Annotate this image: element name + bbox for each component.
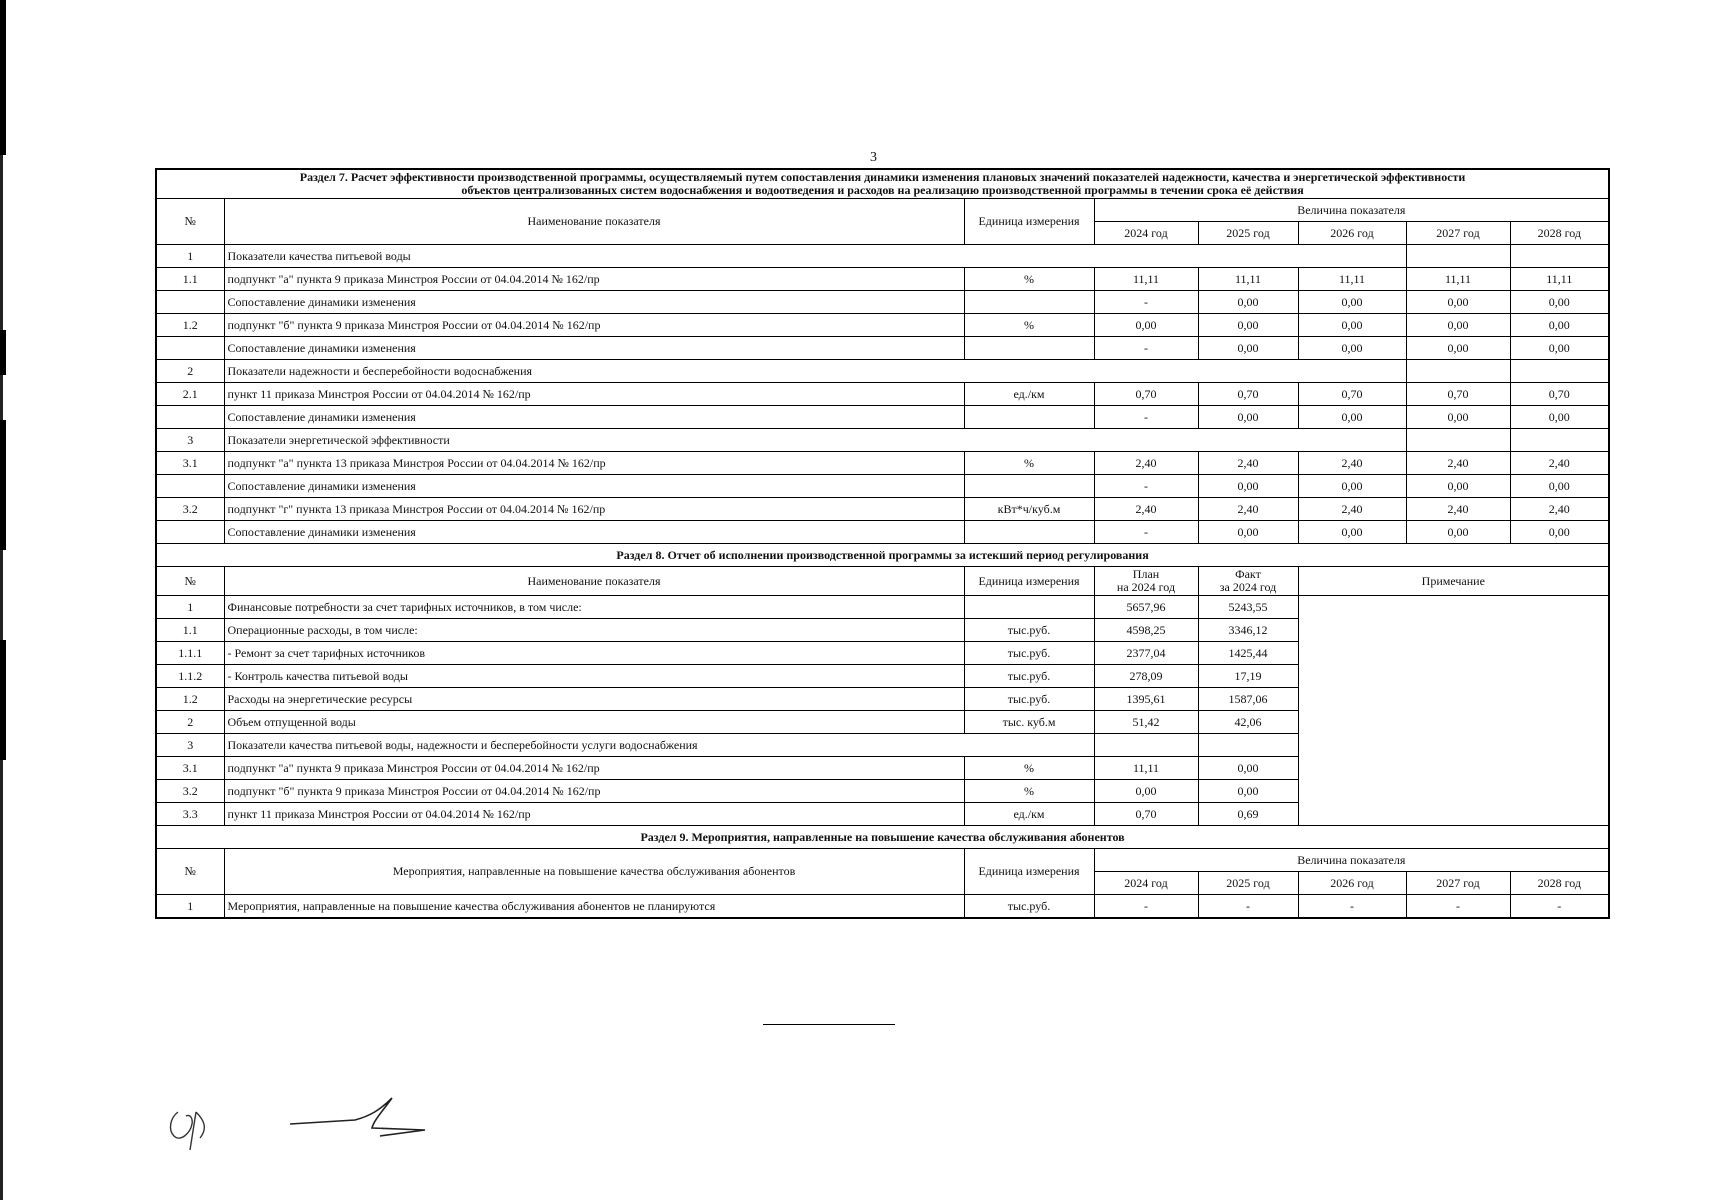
value-cell: 0,00 — [1298, 314, 1406, 337]
fact-value: 0,00 — [1198, 780, 1298, 803]
value-cell: 0,00 — [1198, 475, 1298, 498]
value-cell: 0,70 — [1298, 383, 1406, 406]
unit-cell — [964, 521, 1094, 544]
indicator-name: подпункт "а" пункта 13 приказа Минстроя России от 04.04.2014 № 162/пр — [224, 452, 964, 475]
col-value-header: Величина показателя — [1094, 199, 1609, 222]
value-cell: 0,70 — [1510, 383, 1609, 406]
value-cell: 0,00 — [1198, 521, 1298, 544]
measure-name: Мероприятия, направленные на повышение качества обслуживания абонентов не планируются — [224, 895, 964, 919]
value-cell: 0,00 — [1298, 406, 1406, 429]
table-row — [156, 337, 1609, 360]
value-cell: 0,00 — [1510, 291, 1609, 314]
value-cell: 2,40 — [1510, 498, 1609, 521]
scan-edge-mark — [0, 420, 6, 550]
value-cell: 0,00 — [1510, 521, 1609, 544]
row-number: 3.2 — [156, 780, 224, 803]
row-number: 1.1.2 — [156, 665, 224, 688]
fact-value: 0,69 — [1198, 803, 1298, 826]
col-num-header: № — [156, 849, 224, 895]
col-unit-header: Единица измерения — [964, 567, 1094, 596]
section8-title: Раздел 8. Отчет об исполнении производственной программы за истекший период регулирования — [156, 544, 1609, 567]
year-header: 2028 год — [1510, 872, 1609, 895]
page-number: 3 — [870, 150, 877, 165]
row-number: 2.1 — [156, 383, 224, 406]
unit-cell — [964, 337, 1094, 360]
row-number: 2 — [156, 711, 224, 734]
section7-header-row — [156, 199, 1609, 222]
row-number: 3.3 — [156, 803, 224, 826]
fact-value: 1587,06 — [1198, 688, 1298, 711]
section7-title: Раздел 7. Расчет эффективности производственной программы, осуществляемый путем сопоставления динамики изменения плановых значений показателей надежности, качества и энергетической эффективности объектов централизованных систем водоснабжения и водоотведения и расходов на реализацию производственной программы в течении срока её действия — [156, 169, 1609, 199]
fact-value: 17,19 — [1198, 665, 1298, 688]
col-plan-header: План на 2024 год — [1094, 567, 1198, 596]
table-row — [156, 521, 1609, 544]
table-row — [156, 406, 1609, 429]
indicator-name: Сопоставление динамики изменения — [224, 406, 964, 429]
value-cell — [1510, 245, 1609, 268]
plan-value: 11,11 — [1094, 757, 1198, 780]
row-number — [156, 337, 224, 360]
value-cell: 2,40 — [1406, 452, 1510, 475]
col-num-header: № — [156, 199, 224, 245]
section8-header-row — [156, 567, 1609, 596]
unit-cell: % — [964, 452, 1094, 475]
indicator-name: - Ремонт за счет тарифных источников — [224, 642, 964, 665]
table-row — [156, 895, 1609, 919]
indicator-name: подпункт "г" пункта 13 приказа Минстроя России от 04.04.2014 № 162/пр — [224, 498, 964, 521]
row-number: 1 — [156, 245, 224, 268]
col-name-header: Наименование показателя — [224, 199, 964, 245]
value-cell: 2,40 — [1406, 498, 1510, 521]
year-header: 2026 год — [1298, 222, 1406, 245]
value-cell: 0,00 — [1198, 406, 1298, 429]
row-number — [156, 406, 224, 429]
handwritten-signature — [160, 1090, 460, 1160]
table-row — [156, 268, 1609, 291]
unit-cell: тыс.руб. — [964, 619, 1094, 642]
scan-edge-mark — [0, 0, 6, 155]
value-cell: 0,00 — [1298, 475, 1406, 498]
year-header: 2024 год — [1094, 872, 1198, 895]
value-cell: 0,00 — [1094, 314, 1198, 337]
indicator-name: Сопоставление динамики изменения — [224, 521, 964, 544]
indicator-name: пункт 11 приказа Минстроя России от 04.04.2014 № 162/пр — [224, 803, 964, 826]
col-unit-header: Единица измерения — [964, 199, 1094, 245]
unit-cell: ед./км — [964, 803, 1094, 826]
year-header: 2027 год — [1406, 222, 1510, 245]
row-number: 3.2 — [156, 498, 224, 521]
indicator-name: - Контроль качества питьевой воды — [224, 665, 964, 688]
value-cell: 0,00 — [1510, 337, 1609, 360]
section9-header-row — [156, 849, 1609, 872]
unit-cell: тыс.руб. — [964, 895, 1094, 919]
year-header: 2024 год — [1094, 222, 1198, 245]
indicator-name: Расходы на энергетические ресурсы — [224, 688, 964, 711]
value-cell: 2,40 — [1298, 452, 1406, 475]
value-cell: 2,40 — [1094, 498, 1198, 521]
fact-value: 5243,55 — [1198, 596, 1298, 619]
plan-value: 278,09 — [1094, 665, 1198, 688]
plan-value: 4598,25 — [1094, 619, 1198, 642]
value-cell: 11,11 — [1406, 268, 1510, 291]
indicator-name: подпункт "а" пункта 9 приказа Минстроя России от 04.04.2014 № 162/пр — [224, 757, 964, 780]
unit-cell: % — [964, 780, 1094, 803]
row-number — [156, 475, 224, 498]
year-header: 2025 год — [1198, 222, 1298, 245]
col-note-header: Примечание — [1298, 567, 1609, 596]
value-cell: 0,00 — [1406, 521, 1510, 544]
unit-cell — [964, 291, 1094, 314]
row-number: 1 — [156, 895, 224, 919]
value-cell: - — [1094, 406, 1198, 429]
value-cell: 0,00 — [1198, 337, 1298, 360]
table-row — [156, 360, 1609, 383]
plan-value: 5657,96 — [1094, 596, 1198, 619]
production-program-table — [155, 168, 1610, 919]
footer-rule — [763, 1024, 895, 1025]
row-number: 1.1 — [156, 268, 224, 291]
col-fact-header: Факт за 2024 год — [1198, 567, 1298, 596]
row-number: 1 — [156, 596, 224, 619]
indicator-name: пункт 11 приказа Минстроя России от 04.04.2014 № 162/пр — [224, 383, 964, 406]
scan-edge-mark — [0, 640, 6, 760]
table-row — [156, 452, 1609, 475]
col-name-header: Мероприятия, направленные на повышение качества обслуживания абонентов — [224, 849, 964, 895]
indicator-name: Показатели энергетической эффективности — [224, 429, 1406, 452]
value-cell: 0,00 — [1406, 291, 1510, 314]
unit-cell: % — [964, 268, 1094, 291]
indicator-name: подпункт "а" пункта 9 приказа Минстроя России от 04.04.2014 № 162/пр — [224, 268, 964, 291]
value-cell — [1510, 429, 1609, 452]
value-cell: 11,11 — [1094, 268, 1198, 291]
row-number: 3 — [156, 734, 224, 757]
value-cell: - — [1198, 895, 1298, 919]
section7-title-row — [156, 169, 1609, 199]
plan-value: 2377,04 — [1094, 642, 1198, 665]
row-number: 1.2 — [156, 314, 224, 337]
indicator-name: Операционные расходы, в том числе: — [224, 619, 964, 642]
value-cell: - — [1094, 291, 1198, 314]
table-row — [156, 498, 1609, 521]
indicator-name: Показатели качества питьевой воды — [224, 245, 1406, 268]
plan-value: 0,00 — [1094, 780, 1198, 803]
unit-cell — [964, 406, 1094, 429]
row-number: 2 — [156, 360, 224, 383]
value-cell — [1510, 360, 1609, 383]
unit-cell: тыс.руб. — [964, 665, 1094, 688]
row-number: 1.1.1 — [156, 642, 224, 665]
table-row — [156, 475, 1609, 498]
indicator-name: подпункт "б" пункта 9 приказа Минстроя России от 04.04.2014 № 162/пр — [224, 314, 964, 337]
value-cell: 0,00 — [1198, 314, 1298, 337]
fact-value: 3346,12 — [1198, 619, 1298, 642]
indicator-name: Финансовые потребности за счет тарифных источников, в том числе: — [224, 596, 964, 619]
section9-title: Раздел 9. Мероприятия, направленные на повышение качества обслуживания абонентов — [156, 826, 1609, 849]
value-cell: 11,11 — [1298, 268, 1406, 291]
year-header: 2028 год — [1510, 222, 1609, 245]
table-row — [156, 245, 1609, 268]
value-cell: 2,40 — [1094, 452, 1198, 475]
fact-value: 1425,44 — [1198, 642, 1298, 665]
unit-cell: % — [964, 757, 1094, 780]
plan-value: 51,42 — [1094, 711, 1198, 734]
fact-value — [1198, 734, 1298, 757]
value-cell: 0,70 — [1198, 383, 1298, 406]
value-cell: 0,00 — [1406, 406, 1510, 429]
value-cell: - — [1094, 337, 1198, 360]
section8-title-row — [156, 544, 1609, 567]
unit-cell: тыс.руб. — [964, 642, 1094, 665]
value-cell: 2,40 — [1298, 498, 1406, 521]
row-number: 1.2 — [156, 688, 224, 711]
value-cell — [1406, 360, 1510, 383]
row-number: 3.1 — [156, 757, 224, 780]
table-row — [156, 596, 1609, 619]
value-cell: 0,00 — [1406, 475, 1510, 498]
value-cell: 0,00 — [1510, 406, 1609, 429]
section9-title-row — [156, 826, 1609, 849]
indicator-name: Показатели надежности и бесперебойности водоснабжения — [224, 360, 1406, 383]
indicator-name: Сопоставление динамики изменения — [224, 475, 964, 498]
value-cell: 0,00 — [1298, 521, 1406, 544]
value-cell: 0,70 — [1094, 383, 1198, 406]
col-name-header: Наименование показателя — [224, 567, 964, 596]
table-row — [156, 291, 1609, 314]
scan-edge-mark — [0, 330, 6, 375]
value-cell: 0,00 — [1298, 291, 1406, 314]
value-cell — [1406, 245, 1510, 268]
fact-value: 42,06 — [1198, 711, 1298, 734]
value-cell: 2,40 — [1198, 452, 1298, 475]
table-row — [156, 314, 1609, 337]
value-cell: - — [1406, 895, 1510, 919]
row-number: 3 — [156, 429, 224, 452]
col-num-header: № — [156, 567, 224, 596]
year-header: 2027 год — [1406, 872, 1510, 895]
value-cell: 0,00 — [1510, 475, 1609, 498]
value-cell: 0,00 — [1510, 314, 1609, 337]
value-cell: - — [1510, 895, 1609, 919]
unit-cell: кВт*ч/куб.м — [964, 498, 1094, 521]
unit-cell: ед./км — [964, 383, 1094, 406]
value-cell — [1406, 429, 1510, 452]
indicator-name: подпункт "б" пункта 9 приказа Минстроя России от 04.04.2014 № 162/пр — [224, 780, 964, 803]
scan-left-edge — [0, 0, 3, 1200]
unit-cell — [964, 596, 1094, 619]
row-number: 3.1 — [156, 452, 224, 475]
value-cell: 0,00 — [1406, 314, 1510, 337]
value-cell: 11,11 — [1198, 268, 1298, 291]
value-cell: - — [1094, 521, 1198, 544]
indicator-name: Показатели качества питьевой воды, надежности и бесперебойности услуги водоснабжения — [224, 734, 1094, 757]
indicator-name: Сопоставление динамики изменения — [224, 291, 964, 314]
value-cell: 2,40 — [1510, 452, 1609, 475]
year-header: 2026 год — [1298, 872, 1406, 895]
indicator-name: Сопоставление динамики изменения — [224, 337, 964, 360]
value-cell: 0,00 — [1198, 291, 1298, 314]
value-cell: 0,00 — [1298, 337, 1406, 360]
unit-cell: тыс.руб. — [964, 688, 1094, 711]
value-cell: - — [1094, 475, 1198, 498]
value-cell: - — [1094, 895, 1198, 919]
unit-cell — [964, 475, 1094, 498]
plan-value: 1395,61 — [1094, 688, 1198, 711]
year-header: 2025 год — [1198, 872, 1298, 895]
value-cell: - — [1298, 895, 1406, 919]
unit-cell: тыс. куб.м — [964, 711, 1094, 734]
value-cell: 11,11 — [1510, 268, 1609, 291]
row-number: 1.1 — [156, 619, 224, 642]
note-cell — [1298, 596, 1609, 826]
value-cell: 0,70 — [1406, 383, 1510, 406]
plan-value — [1094, 734, 1198, 757]
table-row — [156, 383, 1609, 406]
unit-cell: % — [964, 314, 1094, 337]
plan-value: 0,70 — [1094, 803, 1198, 826]
row-number — [156, 521, 224, 544]
col-unit-header: Единица измерения — [964, 849, 1094, 895]
table-row — [156, 429, 1609, 452]
fact-value: 0,00 — [1198, 757, 1298, 780]
value-cell: 2,40 — [1198, 498, 1298, 521]
col-value-header: Величина показателя — [1094, 849, 1609, 872]
value-cell: 0,00 — [1406, 337, 1510, 360]
indicator-name: Объем отпущенной воды — [224, 711, 964, 734]
row-number — [156, 291, 224, 314]
